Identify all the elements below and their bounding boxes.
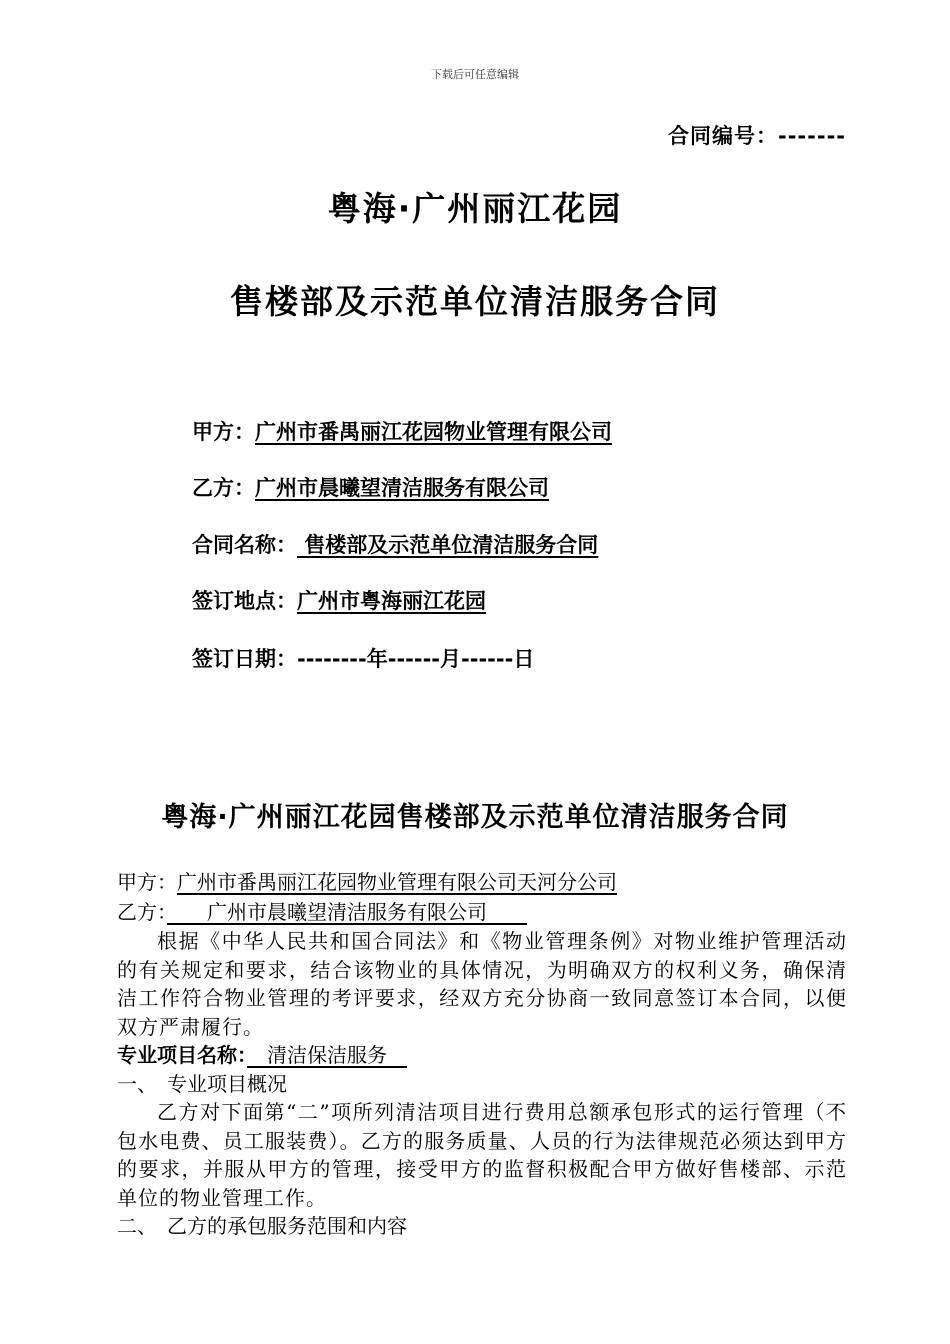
cover-party-b xyxy=(192,472,549,502)
cover-sign-place xyxy=(192,585,486,615)
body-title: 粤海·广州丽江花园售楼部及示范单位清洁服务合同 xyxy=(161,802,789,833)
cover-contract-name xyxy=(192,529,598,559)
header-note: 下载后可任意编辑 xyxy=(431,68,519,81)
cover-sign-date-label: 签订日期： xyxy=(192,647,297,671)
intro-paragraph: 根据《中华人民共和国合同法》和《物业管理条例》对物业维护管理活动的有关规定和要求，结合该物业的具体情况，为明确双方的权利义务，确保清洁工作符合物业管理的考评要求，经双方充分协商一致同意签订本合同，以便双方严肃履行。 xyxy=(117,929,847,1039)
cover-contract-name-label: 合同名称： xyxy=(192,533,297,557)
contract-number-value: ------- xyxy=(777,124,846,148)
cover-title-line1: 粤海·广州丽江花园 xyxy=(327,189,623,228)
cover-title-line2: 售楼部及示范单位清洁服务合同 xyxy=(230,282,720,321)
cover-sign-place-value: 广州市粤海丽江花园 xyxy=(297,589,486,613)
cover-party-a-value: 广州市番禺丽江花园物业管理有限公司 xyxy=(255,420,612,444)
contract-number xyxy=(668,120,846,150)
cover-contract-name-value: 售楼部及示范单位清洁服务合同 xyxy=(297,533,599,557)
cover-sign-place-label: 签订地点： xyxy=(192,589,297,613)
project-name-label: 专业项目名称： xyxy=(117,1043,247,1067)
project-name xyxy=(117,1041,847,1069)
body-party-b-label: 乙方： xyxy=(117,900,167,924)
body-party-a xyxy=(117,868,847,896)
body-party-b xyxy=(117,898,847,926)
body-party-a-label: 甲方： xyxy=(117,870,177,894)
cover-sign-date-value: --------年------月------日 xyxy=(297,647,535,671)
cover-party-b-label: 乙方： xyxy=(192,476,255,500)
body-party-b-value: 广州市晨曦望清洁服务有限公司 xyxy=(167,900,527,924)
cover-party-b-value: 广州市晨曦望清洁服务有限公司 xyxy=(255,476,549,500)
project-name-value: 清洁保洁服务 xyxy=(247,1043,407,1067)
cover-party-a xyxy=(192,416,612,446)
contract-number-label: 合同编号： xyxy=(667,124,778,148)
section2-title: 二、 乙方的承包服务范围和内容 xyxy=(117,1214,407,1238)
cover-party-a-label: 甲方： xyxy=(192,420,255,444)
section1-paragraph: 乙方对下面第“二”项所列清洁项目进行费用总额承包形式的运行管理（不包水电费、员工服装费）。乙方的服务质量、人员的行为法律规范必须达到甲方的要求，并服从甲方的管理，接受甲方的监督积极配合甲方做好售楼部、示范单位的物业管理工作。 xyxy=(117,1100,847,1210)
cover-sign-date xyxy=(192,643,534,673)
section1-title: 一、 专业项目概况 xyxy=(117,1072,287,1096)
body-party-a-value: 广州市番禺丽江花园物业管理有限公司天河分公司 xyxy=(177,870,617,894)
